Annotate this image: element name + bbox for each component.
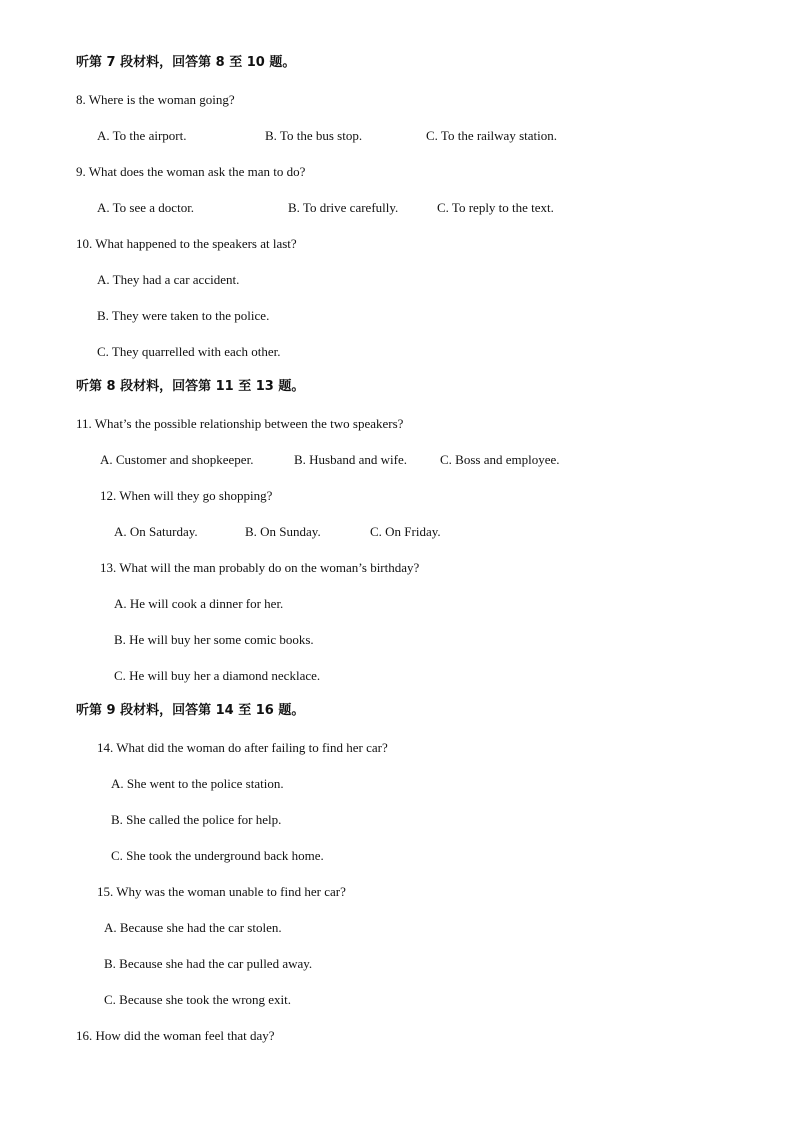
q12-option-c: C. On Friday. bbox=[370, 524, 441, 539]
q9-option-a: A. To see a doctor. bbox=[97, 200, 195, 215]
q8-option-b: B. To the bus stop. bbox=[265, 128, 363, 143]
question-13: 13. What will the man probably do on the woman’s birthday? bbox=[100, 560, 420, 575]
section-heading-8: 听第 8 段材料，回答第 11 至 13 题。 bbox=[76, 379, 305, 394]
question-14: 14. What did the woman do after failing to find her car? bbox=[97, 740, 388, 755]
question-10: 10. What happened to the speakers at last? bbox=[76, 236, 297, 251]
q11-option-c: C. Boss and employee. bbox=[440, 452, 560, 467]
question-8: 8. Where is the woman going? bbox=[76, 92, 235, 107]
section-heading-9: 听第 9 段材料，回答第 14 至 16 题。 bbox=[76, 703, 305, 718]
question-16: 16. How did the woman feel that day? bbox=[76, 1028, 275, 1043]
q10-option-b: B. They were taken to the police. bbox=[97, 308, 270, 323]
q8-option-a: A. To the airport. bbox=[97, 128, 187, 143]
q10-option-c: C. They quarrelled with each other. bbox=[97, 344, 281, 359]
question-11: 11. What’s the possible relationship between the two speakers? bbox=[76, 416, 404, 431]
q9-option-c: C. To reply to the text. bbox=[437, 200, 554, 215]
question-15: 15. Why was the woman unable to find her car? bbox=[97, 884, 346, 899]
q13-option-b: B. He will buy her some comic books. bbox=[114, 632, 314, 647]
q13-option-c: C. He will buy her a diamond necklace. bbox=[114, 668, 321, 683]
q13-option-a: A. He will cook a dinner for her. bbox=[114, 596, 284, 611]
q12-option-b: B. On Sunday. bbox=[245, 524, 321, 539]
q14-option-c: C. She took the underground back home. bbox=[111, 848, 324, 863]
q14-option-a: A. She went to the police station. bbox=[111, 776, 284, 791]
question-12: 12. When will they go shopping? bbox=[100, 488, 273, 503]
q11-option-b: B. Husband and wife. bbox=[294, 452, 408, 467]
q15-option-b: B. Because she had the car pulled away. bbox=[104, 956, 313, 971]
q14-option-b: B. She called the police for help. bbox=[111, 812, 282, 827]
q12-option-a: A. On Saturday. bbox=[114, 524, 198, 539]
q8-option-c: C. To the railway station. bbox=[426, 128, 557, 143]
q15-option-a: A. Because she had the car stolen. bbox=[104, 920, 282, 935]
q15-option-c: C. Because she took the wrong exit. bbox=[104, 992, 292, 1007]
q10-option-a: A. They had a car accident. bbox=[97, 272, 240, 287]
q11-option-a: A. Customer and shopkeeper. bbox=[100, 452, 254, 467]
question-9: 9. What does the woman ask the man to do? bbox=[76, 164, 306, 179]
q9-option-b: B. To drive carefully. bbox=[288, 200, 399, 215]
section-heading-7: 听第 7 段材料，回答第 8 至 10 题。 bbox=[76, 55, 296, 70]
